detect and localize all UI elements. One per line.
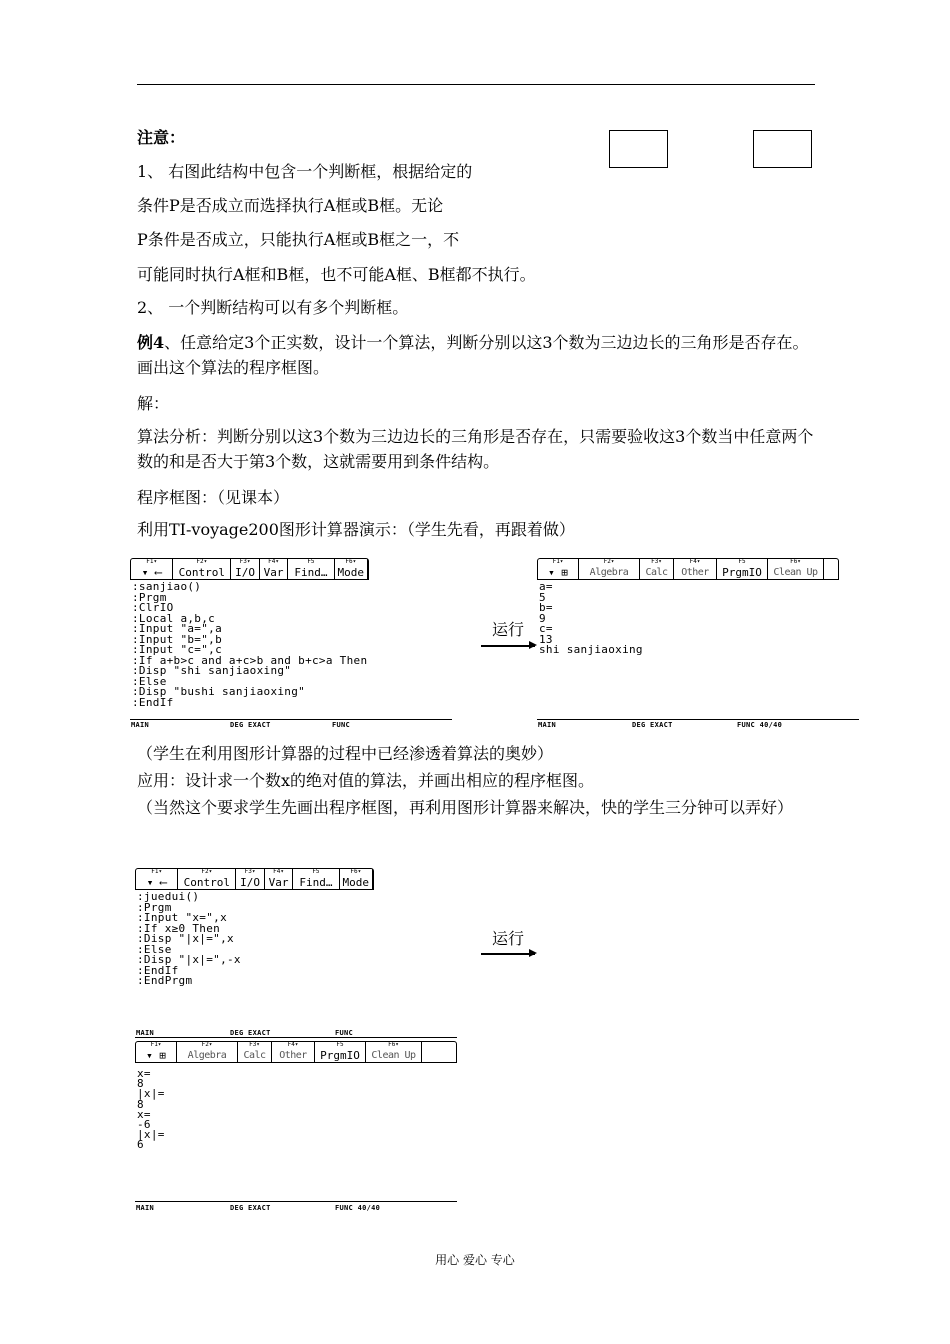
analysis-paragraph: 算法分析：判断分别以这3个数为三边边长的三角形是否存在，只需要验收这3个数当中任意两个数的和是否大于第3个数，这就需要用到条件结构。 — [137, 427, 814, 471]
home-toolbar — [537, 558, 839, 580]
toolbar-label: ▾ ⟵ — [141, 567, 162, 579]
toolbar-label: ▾ ⊞ — [146, 1050, 166, 1062]
function-key-label: F2▾ — [196, 558, 208, 565]
note-line-5: 2、 一个判断结构可以有多个判断框。 — [137, 298, 409, 317]
header-rule — [137, 84, 815, 85]
run-arrow-2 — [481, 953, 535, 955]
status-angle: DEG EXACT — [632, 721, 673, 729]
function-key-label: F3▾ — [249, 1041, 260, 1048]
status-mode: MAIN — [131, 721, 150, 729]
toolbar-cell[interactable] — [136, 1042, 177, 1062]
status-mode: MAIN — [136, 1029, 155, 1037]
toolbar-label: PrgmIO — [320, 1050, 360, 1062]
function-key-label: F4▾ — [287, 1041, 299, 1048]
status-rule — [537, 719, 859, 720]
toolbar-label: I/O — [240, 877, 260, 889]
status-mode: MAIN — [538, 721, 557, 729]
toolbar-cell[interactable] — [272, 1042, 315, 1062]
toolbar-cell[interactable] — [579, 559, 640, 579]
toolbar-label: Var — [263, 567, 284, 579]
toolbar-cell[interactable] — [768, 559, 824, 579]
function-key-label: F4▾ — [273, 868, 284, 875]
toolbar-label: I/O — [235, 567, 255, 579]
toolbar-cell[interactable] — [674, 559, 717, 579]
function-key-label: F2▾ — [603, 558, 615, 565]
toolbar-cell[interactable] — [178, 869, 236, 889]
calc-screen-home-1 — [537, 558, 859, 728]
function-key-label: F1▾ — [552, 558, 564, 565]
function-key-label: F6▾ — [388, 1041, 399, 1048]
toolbar-cell[interactable] — [366, 1042, 422, 1062]
example-text: 、任意给定3个正实数，设计一个算法，判断分别以这3个数为三边边长的三角形是否存在。画出这个算法的程序框图。 — [137, 333, 809, 377]
toolbar-cell[interactable] — [340, 869, 373, 889]
toolbar-cell[interactable] — [131, 559, 173, 579]
status-angle: DEG EXACT — [230, 721, 271, 729]
function-key-label: F5 — [336, 1041, 344, 1048]
toolbar-label: PrgmIO — [722, 567, 762, 579]
toolbar-cell[interactable] — [335, 559, 368, 579]
note-line-1: 1、 右图此结构中包含一个判断框，根据给定的 — [137, 162, 473, 181]
run-arrow-1 — [481, 645, 535, 647]
toolbar-label: ▾ ⟵ — [146, 877, 167, 889]
toolbar-label: Algebra — [187, 1050, 227, 1061]
status-mode: MAIN — [136, 1204, 155, 1212]
toolbar-label: Mode — [342, 877, 370, 889]
status-graph: FUNC — [335, 1029, 354, 1037]
toolbar-cell[interactable] — [315, 1042, 366, 1062]
calc-screen-editor-1 — [130, 558, 452, 728]
toolbar-cell[interactable] — [231, 559, 260, 579]
toolbar-cell[interactable] — [260, 559, 289, 579]
application-note: （当然这个要求学生先画出程序框图，再利用图形计算器来解决，快的学生三分钟可以弄好） — [137, 798, 794, 817]
note-line-4: 可能同时执行A框和B框，也不可能A框、B框都不执行。 — [137, 265, 536, 284]
toolbar-label: Other — [279, 1050, 307, 1061]
function-key-label: F6▾ — [345, 558, 357, 565]
function-key-label: F6▾ — [790, 558, 801, 565]
toolbar-cell[interactable] — [265, 869, 294, 889]
status-graph: FUNC 40/40 — [737, 721, 783, 729]
example-paragraph — [137, 330, 817, 380]
editor-toolbar — [135, 868, 374, 890]
toolbar-label: Clean Up — [371, 1050, 416, 1061]
toolbar-cell[interactable] — [177, 1042, 238, 1062]
toolbar-cell[interactable] — [173, 559, 231, 579]
note-line-2: 条件P是否成立而选择执行A框或B框。无论 — [137, 196, 444, 215]
toolbar-cell[interactable] — [288, 559, 334, 579]
toolbar-label: ▾ ⊞ — [548, 567, 568, 579]
toolbar-cell[interactable] — [238, 1042, 272, 1062]
program2-code: :juedui() :Prgm :Input "x=",x :If x≥0 Then :Disp "|x|=",x :Else :Disp "|x|=",-x :EndIf :EndPrgm — [137, 890, 241, 987]
function-key-label: F2▾ — [201, 1041, 213, 1048]
status-rule — [135, 1201, 457, 1202]
toolbar-cell[interactable] — [538, 559, 579, 579]
toolbar-cell[interactable] — [717, 559, 768, 579]
toolbar-cell[interactable] — [293, 869, 339, 889]
function-key-label: F1▾ — [151, 868, 163, 875]
function-key-label: F3▾ — [239, 558, 251, 565]
editor-toolbar — [130, 558, 369, 580]
toolbar-label: Calc — [645, 567, 668, 578]
toolbar-label: Algebra — [589, 567, 629, 578]
note-line-3: P条件是否成立，只能执行A框或B框之一，不 — [137, 230, 460, 249]
program1-code: :sanjiao() :Prgm :ClrIO :Local a,b,c :Input "a=",a :Input "b=",b :Input "c=",c :If a+b>c and a+c>b and b+c>a Then :Disp "shi sanjiaoxing" :Else :Disp "bushi sanjiaoxing" :EndIf — [132, 580, 368, 709]
function-key-label: F1▾ — [150, 1041, 162, 1048]
toolbar-label: Control — [183, 877, 230, 889]
calc-screen-editor-2 — [135, 868, 457, 993]
run-label-2: 运行 — [492, 929, 525, 948]
solution-label: 解： — [137, 394, 170, 413]
remark: （学生在利用图形计算器的过程中已经渗透着算法的奥妙） — [137, 744, 554, 763]
toolbar-label: Find… — [294, 567, 328, 579]
calc-intro: 利用TI-voyage200图形计算器演示：（学生先看，再跟着做） — [137, 520, 575, 539]
flowchart-text: 程序框图：（见课本） — [137, 488, 290, 507]
toolbar-label: Other — [681, 567, 709, 578]
toolbar-label: Control — [178, 567, 225, 579]
note-title: 注意： — [137, 128, 186, 147]
flowchart-box-b — [753, 130, 812, 168]
status-angle: DEG EXACT — [230, 1204, 271, 1212]
status-graph: FUNC — [332, 721, 351, 729]
toolbar-label: Clean Up — [773, 567, 818, 578]
toolbar-label: Calc — [243, 1050, 266, 1061]
calc-screen-home-2 — [135, 1028, 457, 1218]
flowchart-box-a — [609, 130, 668, 168]
toolbar-label: Mode — [337, 567, 365, 579]
status-rule — [135, 1037, 457, 1038]
toolbar-label: Var — [268, 877, 289, 889]
function-key-label: F1▾ — [146, 558, 158, 565]
program2-output: x= 8 |x|= 8 x= -6 |x|= 6 — [137, 1067, 165, 1152]
toolbar-cell[interactable] — [640, 559, 674, 579]
status-rule — [130, 719, 452, 720]
status-graph: FUNC 40/40 — [335, 1204, 381, 1212]
function-key-label: F5 — [312, 868, 320, 875]
home-toolbar — [135, 1041, 457, 1063]
function-key-label: F3▾ — [651, 558, 662, 565]
page-footer: 用心 爱心 专心 — [435, 1253, 515, 1267]
function-key-label: F2▾ — [201, 868, 213, 875]
toolbar-cell[interactable] — [136, 869, 178, 889]
toolbar-label: Find… — [299, 877, 333, 889]
function-key-label: F5 — [307, 558, 315, 565]
function-key-label: F6▾ — [350, 868, 362, 875]
program1-output: a= 5 b= 9 c= 13 shi sanjiaoxing — [539, 580, 643, 656]
run-label-1: 运行 — [492, 620, 525, 639]
function-key-label: F5 — [738, 558, 746, 565]
example-label: 例4 — [137, 333, 165, 352]
function-key-label: F4▾ — [268, 558, 279, 565]
function-key-label: F4▾ — [689, 558, 701, 565]
status-angle: DEG EXACT — [230, 1029, 271, 1037]
toolbar-cell[interactable] — [236, 869, 265, 889]
application: 应用：设计求一个数x的绝对值的算法，并画出相应的程序框图。 — [137, 771, 595, 790]
function-key-label: F3▾ — [244, 868, 256, 875]
